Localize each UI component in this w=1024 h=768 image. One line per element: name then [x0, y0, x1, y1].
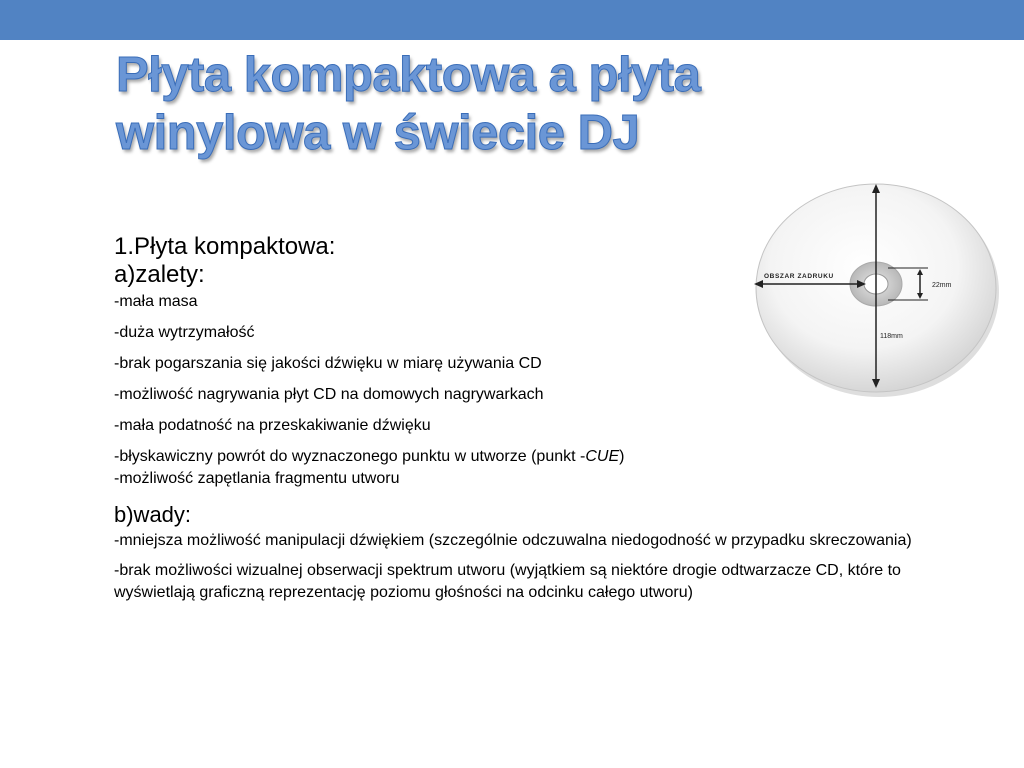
disadvantage-item: -mniejsza możliwość manipulacji dźwiękiem (szczególnie odczuwalna niedogodność w przypadku skreczowania): [114, 532, 912, 549]
cue-suffix: ): [619, 448, 625, 465]
cue-prefix: -błyskawiczny powrót do wyznaczonego punktu w utworze (punkt -: [114, 448, 586, 465]
disadvantage-item: -brak możliwości wizualnej obserwacji spektrum utworu (wyjątkiem są niektóre drogie odtwarzacze CD, które to wyświetlają graficzną reprezentację poziomu głośności na odcinku całego utworu): [114, 562, 901, 601]
advantage-item: -możliwość nagrywania płyt CD na domowych nagrywarkach: [114, 386, 544, 403]
advantage-item: -mała masa: [114, 293, 198, 310]
print-area-label: OBSZAR ZADRUKU: [764, 273, 834, 280]
cue-term: CUE: [585, 448, 620, 465]
advantage-item: -duża wytrzymałość: [114, 324, 255, 341]
disadvantages-heading: b)wady:: [114, 502, 192, 527]
diameter-label: 118mm: [880, 333, 903, 340]
title-line-2: winylowa w świecie DJ: [116, 106, 640, 160]
advantage-item-cue: [114, 446, 944, 468]
advantage-item-loop: -możliwość zapętlania fragmentu utworu: [114, 470, 400, 487]
hole-dim-label: 22mm: [932, 282, 952, 289]
cd-diagram: [748, 180, 1008, 402]
advantage-item: -brak pogarszania się jakości dźwięku w miarę używania CD: [114, 355, 542, 372]
cd-diagram-svg: [748, 180, 1008, 402]
section1-heading: 1.Płyta kompaktowa:: [114, 233, 336, 260]
advantages-heading: a)zalety:: [114, 261, 205, 288]
slide-title: [116, 46, 876, 162]
top-bar: [0, 0, 1024, 40]
title-line-1: Płyta kompaktowa a płyta: [116, 48, 701, 102]
advantage-item: -mała podatność na przeskakiwanie dźwięku: [114, 417, 431, 434]
